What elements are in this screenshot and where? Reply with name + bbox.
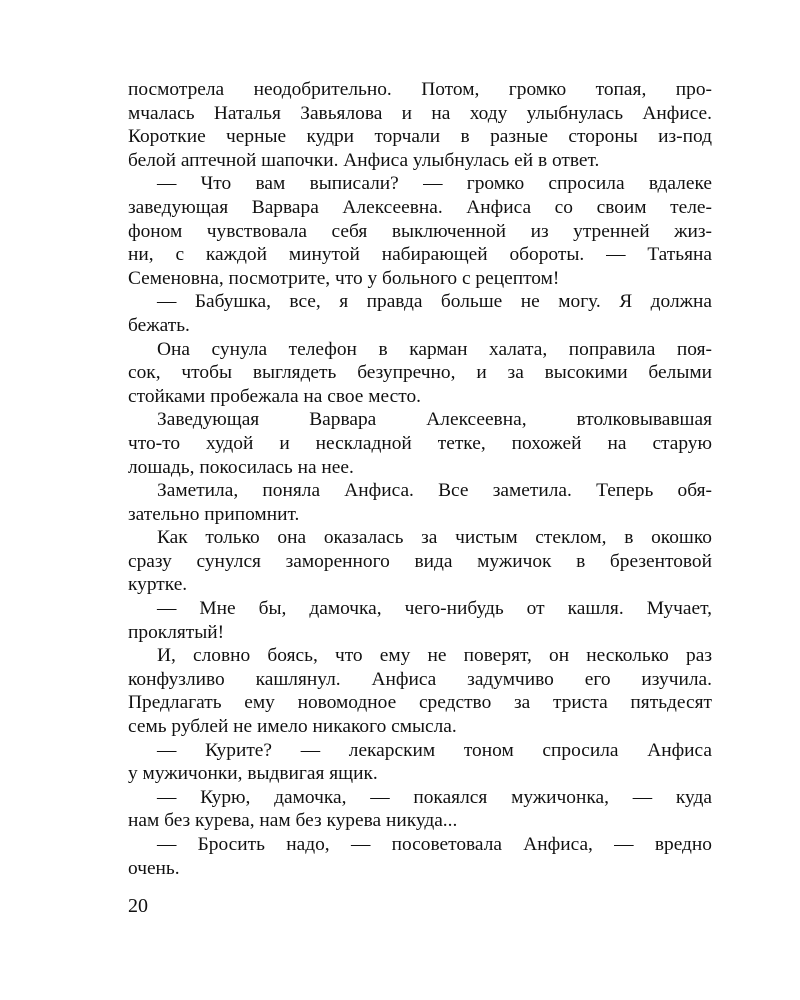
text-line: посмотрела неодобрительно. Потом, громко топая, про- [128,79,712,100]
text-line: мчалась Наталья Завьялова и на ходу улыбнулась Анфисе. [128,102,712,124]
text-line: бежать. [128,314,190,336]
text-line: И, словно боясь, что ему не поверят, он несколько раз [157,645,712,667]
text-line: белой аптечной шапочки. Анфиса улыбнулась ей в ответ. [128,149,600,171]
text-line: Заведующая Варвара Алексеевна, втолковывавшая [157,409,712,431]
text-line: заведующая Варвара Алексеевна. Анфиса со своим теле- [128,196,712,218]
text-line: ни, с каждой минутой набирающей обороты. — Татьяна [128,244,712,266]
text-line: лошадь, покосилась на нее. [128,456,354,478]
text-line: проклятый! [128,621,225,643]
text-line: конфузливо кашлянул. Анфиса задумчиво его изучила. [128,668,712,690]
text-line: — Бабушка, все, я правда больше не могу. Я должна [157,291,712,313]
text-line: зательно припомнит. [128,503,300,525]
text-line: Заметила, поняла Анфиса. Все заметила. Теперь обя- [157,480,712,502]
text-line: сразу сунулся заморенного вида мужичок в брезентовой [128,550,712,572]
text-line: — Курите? — лекарским тоном спросила Анфиса [157,739,712,761]
text-line: — Что вам выписали? — громко спросила вдалеке [157,173,712,195]
text-line: стойками пробежала на свое место. [128,385,421,407]
text-line: Предлагать ему новомодное средство за триста пятьдесят [128,692,712,714]
text-line: сок, чтобы выглядеть безупречно, и за высокими белыми [128,362,712,384]
text-line: Короткие черные кудри торчали в разные стороны из-под [128,126,712,148]
text-line: Как только она оказалась за чистым стеклом, в окошко [157,527,712,549]
page-body [128,78,712,880]
text-line: у мужичонки, выдвигая ящик. [128,763,378,785]
text-line: семь рублей не имело никакого смысла. [128,716,457,738]
text-line: — Курю, дамочка, — покаялся мужичонка, — куда [157,786,712,808]
text-line: очень. [128,857,180,879]
text-line: — Бросить надо, — посоветовала Анфиса, — вредно [157,834,712,855]
text-line: — Мне бы, дамочка, чего-нибудь от кашля. Мучает, [157,598,712,620]
page-number: 20 [128,895,148,917]
text-line: Семеновна, посмотрите, что у больного с рецептом! [128,267,560,289]
text-line: Она сунула телефон в карман халата, поправила поя- [157,338,712,360]
text-line: куртке. [128,574,188,596]
text-line: что-то худой и нескладной тетке, похожей на старую [128,432,712,454]
text-line: нам без курева, нам без курева никуда... [128,810,458,832]
text-line: фоном чувствовала себя выключенной из утренней жиз- [128,220,712,242]
